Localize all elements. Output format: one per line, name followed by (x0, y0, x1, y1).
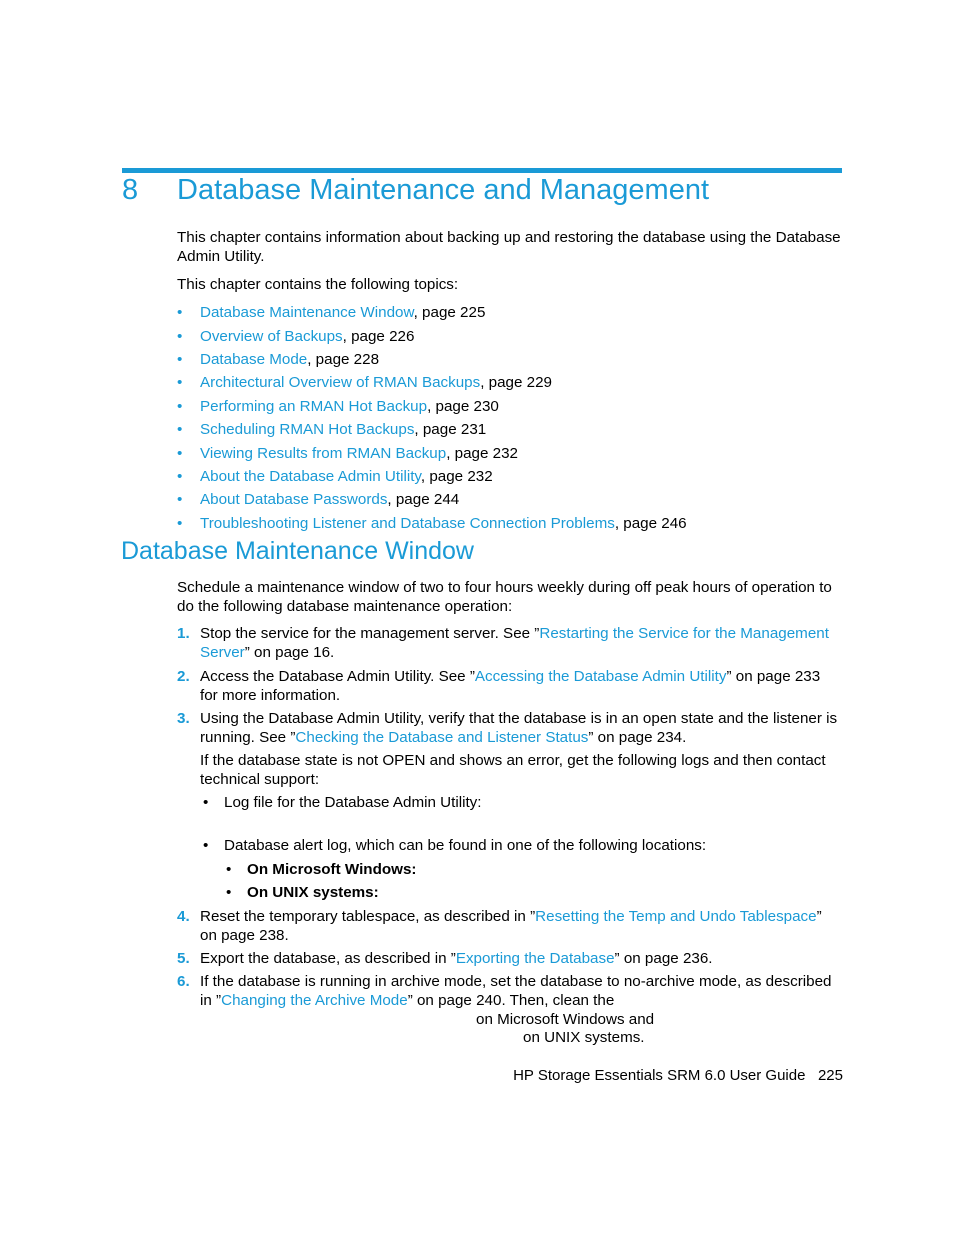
topic-page: , page 232 (420, 468, 493, 485)
step-text-before: Access the Database Admin Utility. See ” (200, 668, 475, 685)
bullet: • (177, 491, 183, 508)
bullet: • (177, 445, 183, 462)
topics-lead: This chapter contains the following topics: (177, 276, 459, 293)
topic-item (200, 491, 459, 510)
bullet: • (177, 328, 183, 345)
topic-item (200, 328, 414, 347)
bullet: • (177, 304, 183, 321)
topic-link[interactable]: About the Database Admin Utility (200, 468, 421, 485)
step-link[interactable]: Checking the Database and Listener Status (295, 728, 589, 746)
topic-page: , page 229 (480, 374, 553, 391)
step-text (200, 973, 840, 1010)
step-text-before: Reset the temporary tablespace, as described in ” (200, 908, 536, 925)
bullet: • (226, 861, 232, 878)
topic-page: , page 225 (413, 304, 486, 321)
topic-item (200, 421, 486, 440)
chapter-intro: This chapter contains information about backing up and restoring the database using the Database Admin Utility. (177, 229, 841, 265)
topic-item (200, 515, 687, 534)
topic-page: , page 231 (414, 421, 487, 438)
step-link[interactable]: Changing the Archive Mode (221, 991, 408, 1009)
log-item: Log file for the Database Admin Utility: (224, 794, 482, 811)
topic-link[interactable]: Architectural Overview of RMAN Backups (200, 374, 481, 391)
topic-page: , page 232 (446, 445, 518, 462)
step-text (200, 625, 840, 662)
step-note: If the database state is not OPEN and shows an error, get the following logs and then contact technical support: (200, 752, 826, 788)
chapter-title: Database Maintenance and Management (177, 174, 710, 206)
step-text (200, 950, 840, 969)
step-fragment: on Microsoft Windows and (476, 1011, 655, 1028)
topic-page: , page 226 (342, 328, 415, 345)
step-text-before: If the database is running in archive mode, set the database to no-archive mode, as described in ” (200, 973, 832, 1009)
step-link[interactable]: Restarting the Service for the Management Server (200, 625, 829, 661)
bullet: • (203, 837, 209, 854)
step-text-after: ” on page 234. (588, 728, 687, 746)
topic-page: , page 228 (307, 351, 380, 368)
topic-item (200, 351, 379, 370)
page-footer (513, 1067, 843, 1084)
topic-page: , page 246 (614, 515, 687, 532)
topic-link[interactable]: Scheduling RMAN Hot Backups (200, 421, 415, 438)
footer-title: HP Storage Essentials SRM 6.0 User Guide (513, 1067, 806, 1084)
step-text-after: ” on page 240. Then, clean the (407, 991, 615, 1009)
bullet: • (177, 351, 183, 368)
topic-link[interactable]: Overview of Backups (200, 328, 343, 345)
step-text-before: Export the database, as described in ” (200, 950, 456, 967)
step-fragment: on UNIX systems. (523, 1029, 645, 1046)
step-link[interactable]: Accessing the Database Admin Utility (474, 668, 727, 685)
topic-link[interactable]: Database Maintenance Window (200, 304, 414, 321)
location-label: On UNIX systems: (247, 884, 379, 901)
page-number: 225 (817, 1067, 843, 1084)
step-link[interactable]: Exporting the Database (455, 950, 615, 967)
topic-link[interactable]: Performing an RMAN Hot Backup (200, 398, 428, 415)
bullet: • (177, 468, 183, 485)
topic-page: , page 244 (387, 491, 460, 508)
step-number: 5. (177, 950, 190, 967)
bullet: • (177, 421, 183, 438)
step-text-after: ” on page 233 for more information. (200, 668, 821, 704)
chapter-rule (122, 168, 842, 173)
step-number: 2. (177, 668, 190, 685)
step-text (200, 710, 840, 747)
topic-item (200, 304, 485, 323)
step-text-after: ” on page 16. (244, 643, 335, 661)
topic-item (200, 374, 552, 393)
section-intro: Schedule a maintenance window of two to four hours weekly during off peak hours of operation to do the following database maintenance operation: (177, 579, 832, 615)
topic-item (200, 398, 499, 417)
bullet: • (177, 515, 183, 532)
step-number: 1. (177, 625, 190, 642)
step-text (200, 908, 840, 945)
topic-link[interactable]: Viewing Results from RMAN Backup (200, 445, 447, 462)
step-number: 4. (177, 908, 190, 925)
bullet: • (226, 884, 232, 901)
log-item: Database alert log, which can be found in one of the following locations: (224, 837, 707, 854)
step-text-after: ” on page 238. (200, 908, 822, 944)
bullet: • (177, 398, 183, 415)
topic-item (200, 445, 518, 464)
section-title: Database Maintenance Window (121, 537, 474, 565)
location-label: On Microsoft Windows: (247, 861, 417, 878)
topic-page: , page 230 (427, 398, 499, 415)
step-text (200, 668, 840, 705)
step-number: 3. (177, 710, 190, 727)
step-text-before: Stop the service for the management server. See ” (200, 625, 540, 642)
chapter-number: 8 (122, 174, 139, 206)
topic-link[interactable]: Database Mode (200, 351, 308, 368)
step-text-before: Using the Database Admin Utility, verify that the database is in an open state and the listener is running. See ” (200, 710, 838, 746)
bullet: • (203, 794, 209, 811)
topic-item (200, 468, 493, 487)
topic-link[interactable]: Troubleshooting Listener and Database Connection Problems (200, 515, 615, 532)
step-text-after: ” on page 236. (614, 950, 713, 967)
step-number: 6. (177, 973, 190, 990)
topic-link[interactable]: About Database Passwords (200, 491, 388, 508)
step-link[interactable]: Resetting the Temp and Undo Tablespace (535, 908, 817, 925)
bullet: • (177, 374, 183, 391)
